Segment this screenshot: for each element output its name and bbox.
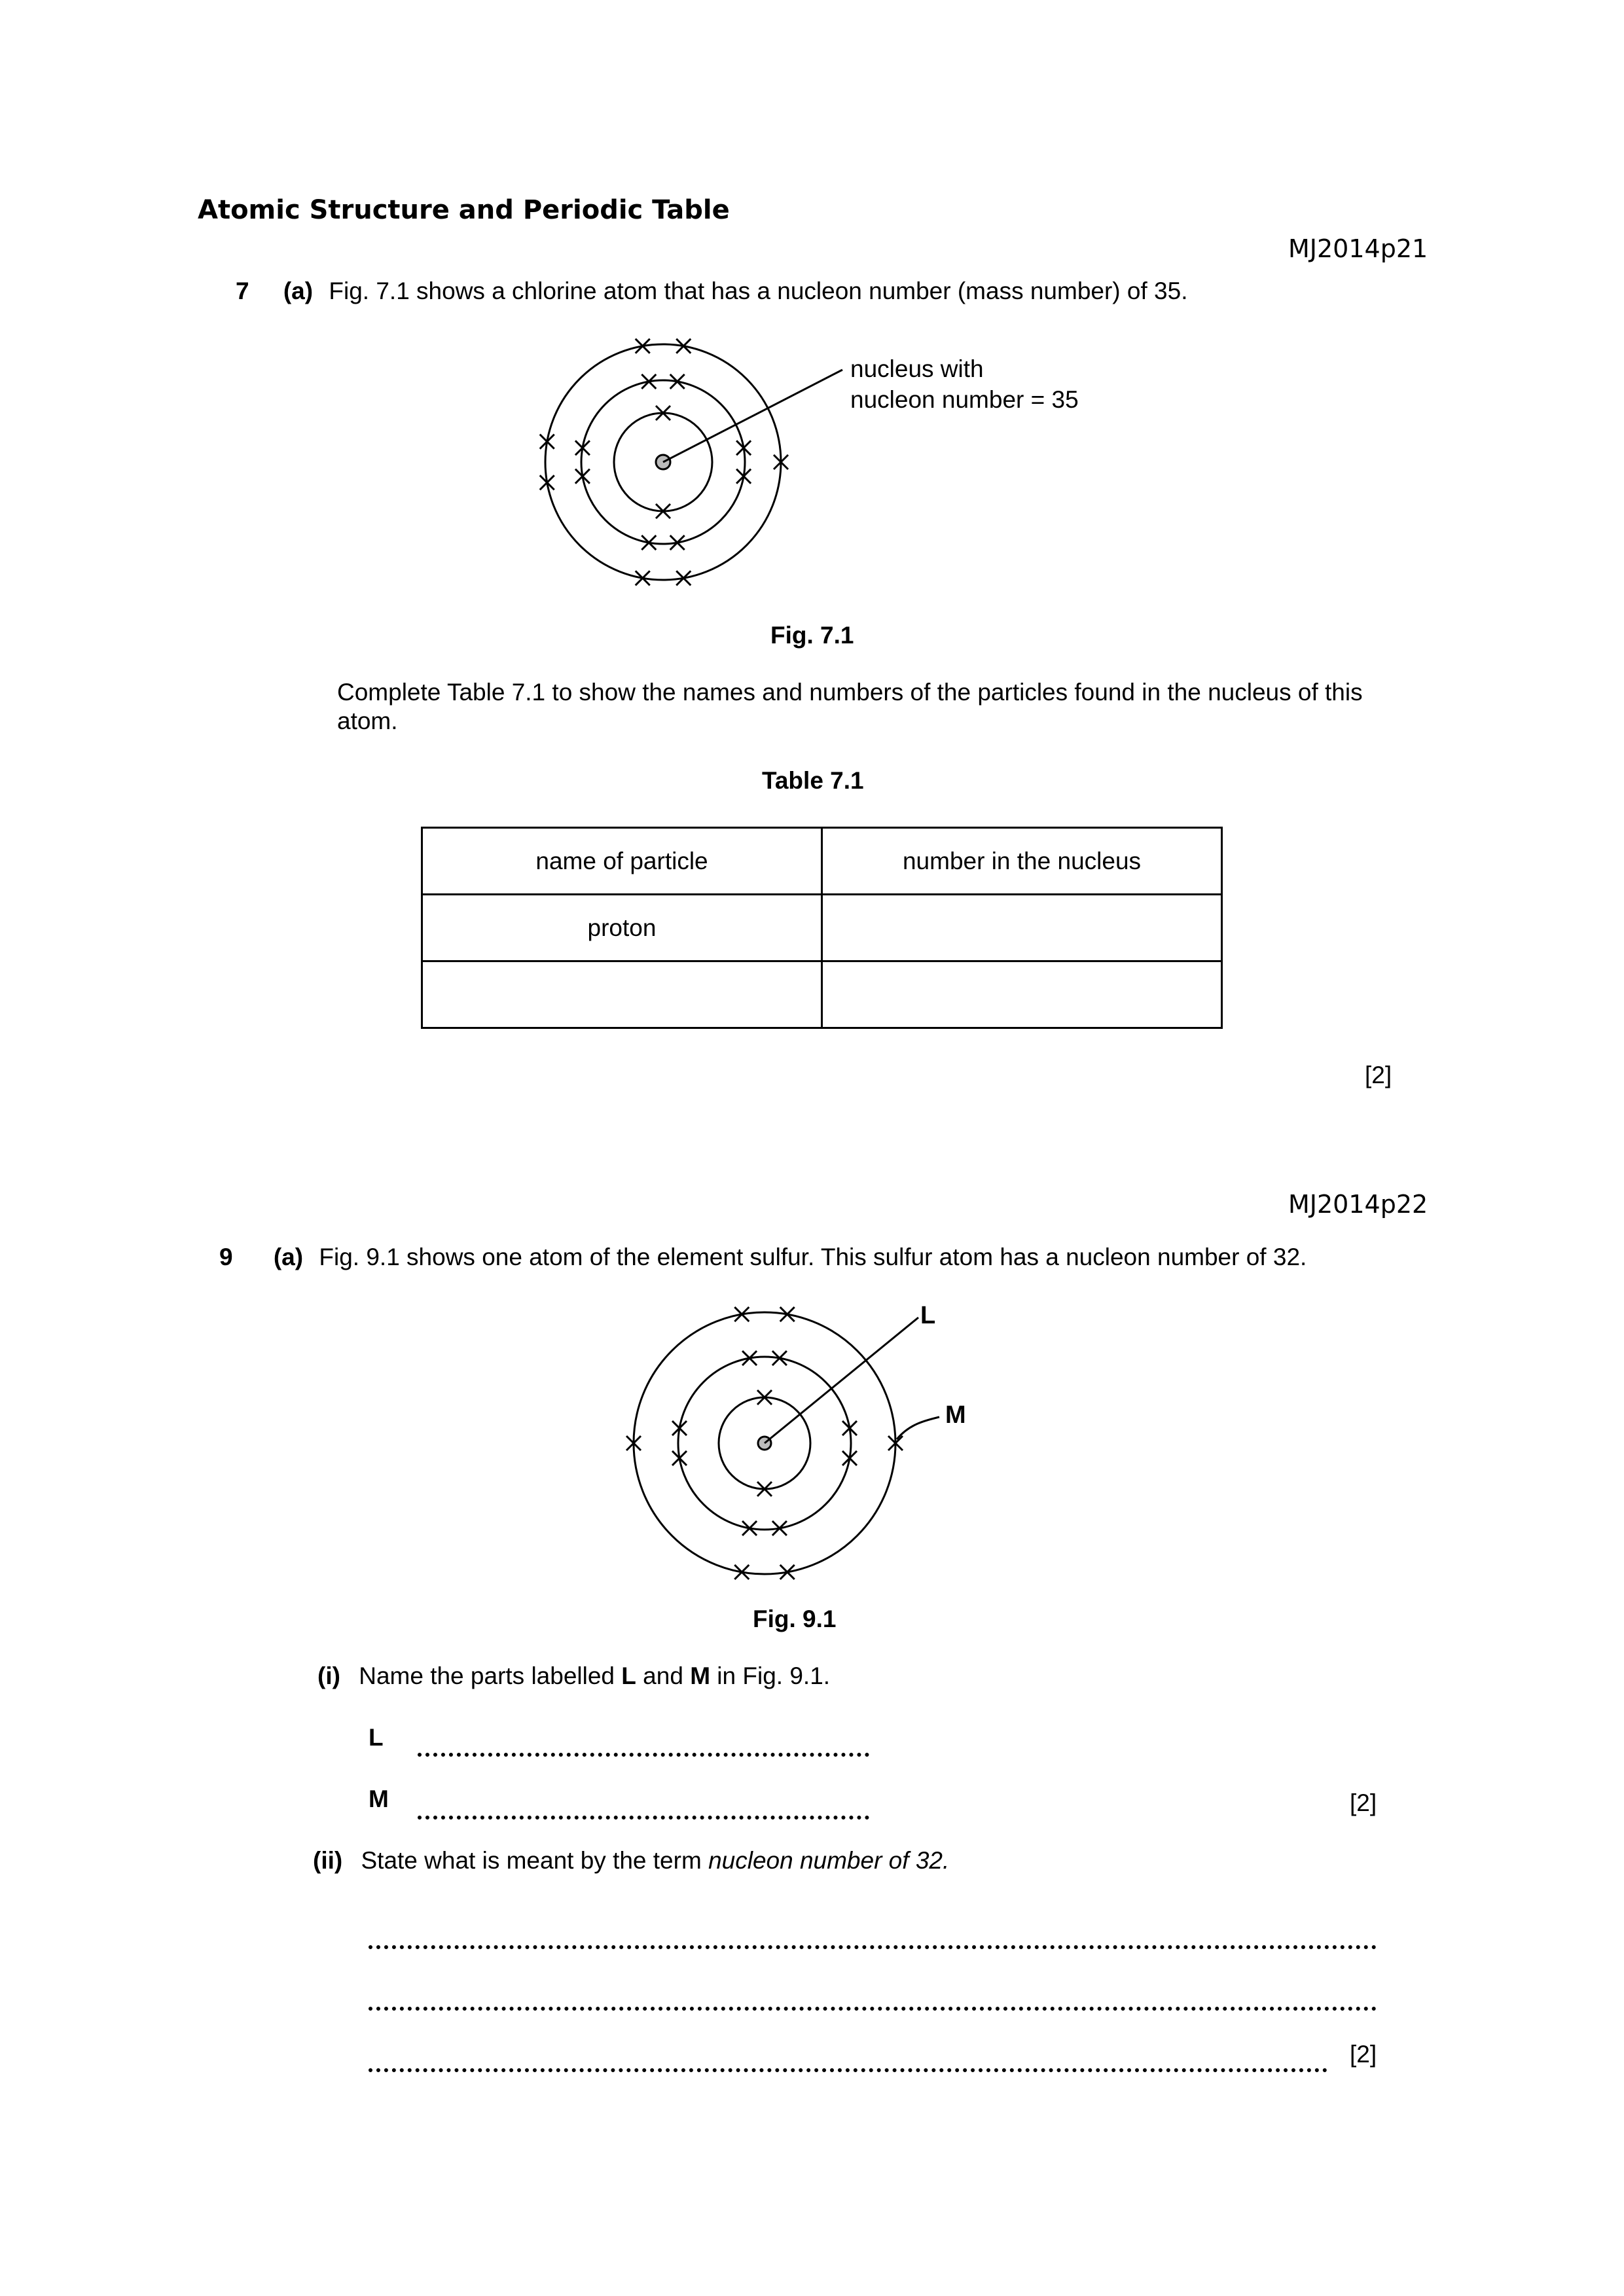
q9-part-a: (a) <box>273 1244 304 1270</box>
answer-L-label: L <box>369 1724 384 1751</box>
figure-7-1-chlorine-atom <box>524 327 1152 602</box>
table-header-row <box>422 828 1222 895</box>
q9-stem <box>219 1244 1307 1271</box>
table-header-particle: name of particle <box>422 828 822 895</box>
table-7-1-caption: Table 7.1 <box>762 767 864 794</box>
answer-M-line[interactable] <box>418 1816 869 1820</box>
table-row <box>422 961 1222 1028</box>
label-M-pointer-line <box>897 1417 939 1439</box>
answer-L-line[interactable] <box>418 1753 869 1757</box>
q9-i-text-and: and <box>636 1662 691 1689</box>
page-heading: Atomic Structure and Periodic Table <box>198 195 730 225</box>
figure-9-1-sulfur-atom <box>589 1293 1047 1594</box>
q7-number: 7 <box>236 278 249 304</box>
q9-i-text-before: Name the parts labelled <box>359 1662 622 1689</box>
q7-part-a: (a) <box>283 278 314 304</box>
fig-9-1-caption: Fig. 9.1 <box>753 1605 837 1632</box>
q9-i-marks: [2] <box>1350 1789 1377 1816</box>
q9-i-label: (i) <box>317 1662 340 1689</box>
q9-paper-ref: MJ2014p22 <box>1288 1190 1428 1219</box>
q9-question-text: Fig. 9.1 shows one atom of the element sulfur. This sulfur atom has a nucleon number of 32. <box>319 1244 1307 1270</box>
answer-M-label: M <box>369 1785 389 1812</box>
q9-ii-label: (ii) <box>313 1847 343 1874</box>
q7-question-text: Fig. 7.1 shows a chlorine atom that has a nucleon number (mass number) of 35. <box>329 278 1188 304</box>
q9-ii-text-before: State what is meant by the term <box>361 1847 709 1874</box>
table-cell-answer-1[interactable] <box>822 895 1222 961</box>
table-cell-answer-2[interactable] <box>822 961 1222 1028</box>
q9-number: 9 <box>219 1244 233 1270</box>
table-header-number: number in the nucleus <box>822 828 1222 895</box>
q9-i-text-after: in Fig. 9.1. <box>710 1662 831 1689</box>
q7-instruction: Complete Table 7.1 to show the names and numbers of the particles found in the nucleus of this atom. <box>337 679 1363 734</box>
q9-ii-text <box>313 1847 949 1874</box>
table-7-1 <box>421 827 1223 1029</box>
answer-ii-line-1[interactable] <box>369 1945 1377 1949</box>
nucleus-pointer-line <box>663 370 842 462</box>
q7-marks: [2] <box>1365 1062 1392 1088</box>
q9-i-text <box>317 1662 830 1690</box>
q9-ii-italic-term: nucleon number of 32. <box>708 1847 950 1874</box>
fig-7-1-caption: Fig. 7.1 <box>770 622 854 649</box>
q7-paper-ref: MJ2014p21 <box>1288 234 1428 263</box>
q7-stem <box>236 278 1187 305</box>
fig-label-L: L <box>920 1302 936 1329</box>
answer-ii-line-2[interactable] <box>369 2007 1377 2011</box>
q9-i-bold-L: L <box>621 1662 636 1689</box>
table-row <box>422 895 1222 961</box>
nucleus-label-line1: nucleus with <box>850 355 984 382</box>
answer-ii-line-3[interactable] <box>369 2068 1327 2072</box>
fig-label-M: M <box>945 1401 966 1429</box>
table-cell-particle-2[interactable] <box>422 961 822 1028</box>
nucleus-label-line2: nucleon number = 35 <box>850 386 1079 413</box>
q9-ii-marks: [2] <box>1350 2041 1377 2068</box>
q9-i-bold-M: M <box>690 1662 711 1689</box>
table-cell-particle-1: proton <box>422 895 822 961</box>
